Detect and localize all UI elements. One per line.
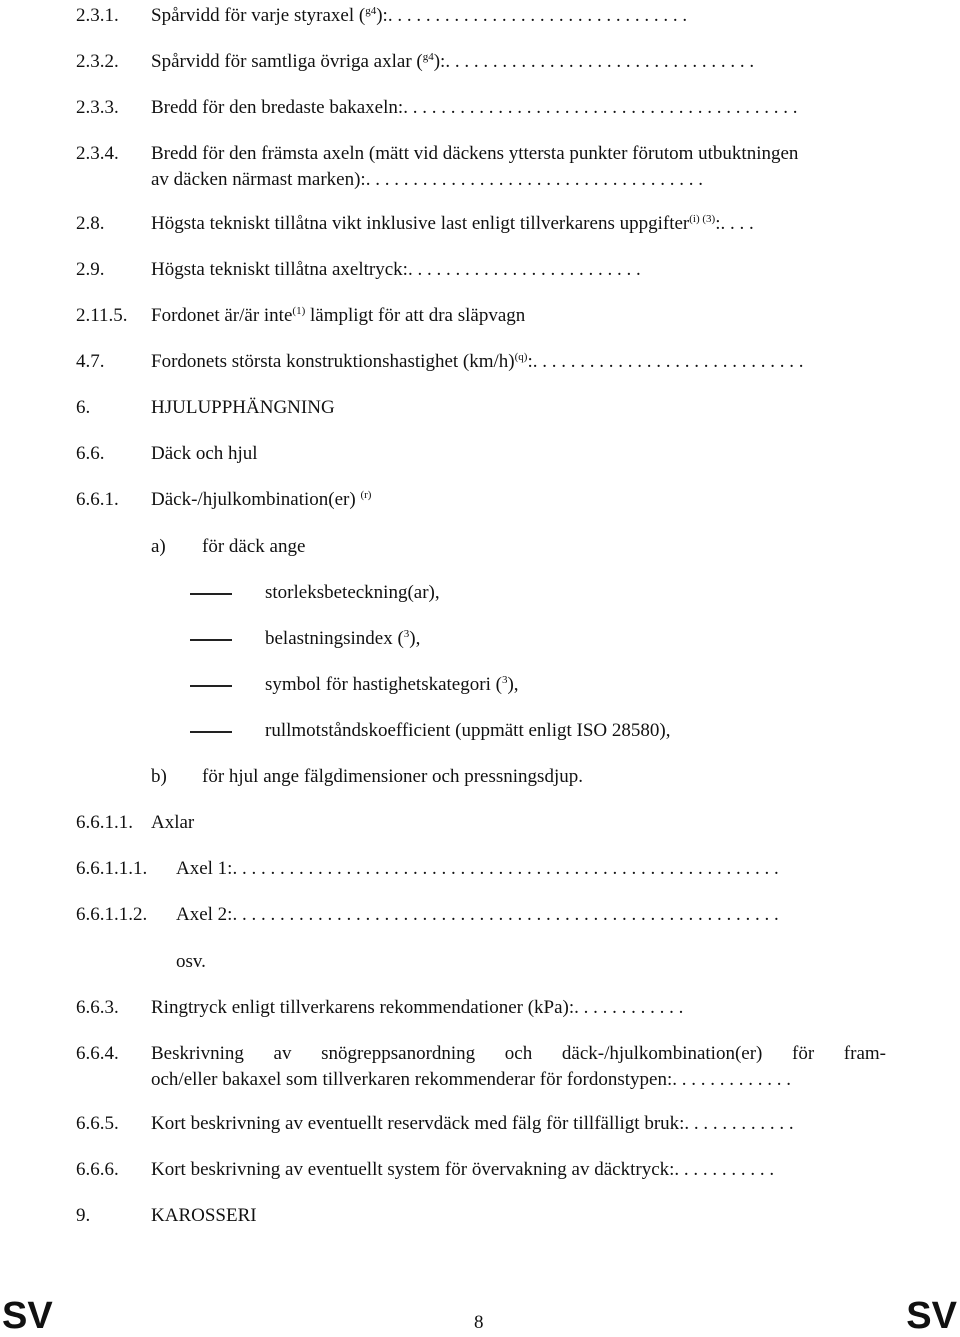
item-number: 6.	[76, 397, 91, 418]
item-text: Kort beskrivning av eventuellt reservdäck med fälg för tillfälligt bruk:. . . . . . . . . . . .	[151, 1113, 794, 1134]
dash-bullet	[190, 731, 232, 733]
item-number: 2.8.	[76, 213, 105, 234]
item-number: 2.3.1.	[76, 5, 119, 26]
item-text: Axel 1:. . . . . . . . . . . . . . . . . . . . . . . . . . . . . . . . . . . . . . . . . . . . . . . . . . . . . . . . . .	[176, 858, 779, 879]
item-text: Axel 2:. . . . . . . . . . . . . . . . . . . . . . . . . . . . . . . . . . . . . . . . . . . . . . . . . . . . . . . . . .	[176, 904, 779, 925]
leader-dots: . . . . . . . . . . .	[674, 1159, 775, 1180]
item-number: 2.9.	[76, 259, 105, 280]
item-number: 6.6.3.	[76, 997, 119, 1018]
dash-bullet	[190, 639, 232, 641]
leader-dots: . . . . . . . . . . . .	[574, 997, 684, 1018]
leader-dots: . . . . . . . . . . . . . . . . . . . . . . . . .	[407, 259, 641, 280]
sub-label: a)	[151, 536, 166, 557]
item-text: Däck-/hjulkombination(er) $^{(r)}$	[151, 489, 372, 510]
item-text: Högsta tekniskt tillåtna vikt inklusive last enligt tillverkarens uppgifter$^{(i) (3)}$:. . . .	[151, 213, 754, 234]
page-number: 8	[474, 1312, 484, 1333]
leader-dots: . . . . . . . . . . . . . . . . . . . . . . . . . . . . . . . . . . . . . . . . . . . . . . . . . . . . . . . . . .	[232, 858, 779, 879]
item-text: Spårvidd för varje styraxel ($^{g4}$):. . . . . . . . . . . . . . . . . . . . . . . . . . . . . . . .	[151, 5, 688, 26]
item-number: 6.6.6.	[76, 1159, 119, 1180]
item-number: 2.3.3.	[76, 97, 119, 118]
item-text-line1: Beskrivning av snögreppsanordning och däck-/hjulkombination(er) för fram-	[151, 1043, 886, 1064]
item-number: 6.6.1.	[76, 489, 119, 510]
sub-text: för däck ange	[202, 536, 306, 557]
leader-dots: . . . . . . . . . . . . . . . . . . . . . . . . . . . . . . . . . . . . . . . . . .	[403, 97, 798, 118]
dash-text: rullmotståndskoefficient (uppmätt enligt ISO 28580),	[265, 720, 671, 741]
sub-label: b)	[151, 766, 167, 787]
item-text: Kort beskrivning av eventuellt system för övervakning av däcktryck:. . . . . . . . . . .	[151, 1159, 775, 1180]
dash-bullet	[190, 593, 232, 595]
leader-dots: . . . . . . . . . . . . . . . . . . . . . . . . . . . . . . . . . . . .	[365, 169, 703, 190]
sub-text: för hjul ange fälgdimensioner och pressningsdjup.	[202, 766, 583, 787]
item-number: 2.3.4.	[76, 143, 119, 164]
item-text-line2: av däcken närmast marken):. . . . . . . . . . . . . . . . . . . . . . . . . . . . . . . . . . . .	[151, 169, 703, 190]
item-text: Axlar	[151, 812, 195, 833]
item-number: 2.3.2.	[76, 51, 119, 72]
item-text: Spårvidd för samtliga övriga axlar ($^{g4}$):. . . . . . . . . . . . . . . . . . . . . . . . . . . . . . . . .	[151, 51, 755, 72]
item-text: Högsta tekniskt tillåtna axeltryck:. . . . . . . . . . . . . . . . . . . . . . . . .	[151, 259, 641, 280]
osv-text: osv.	[176, 951, 206, 972]
dash-text: storleksbeteckning(ar),	[265, 582, 440, 603]
item-text-line2: och/eller bakaxel som tillverkaren rekommenderar för fordonstypen:. . . . . . . . . . . . .	[151, 1069, 791, 1090]
item-number: 6.6.	[76, 443, 105, 464]
footer-language-right: SV	[906, 1295, 957, 1337]
item-text-line1: Bredd för den främsta axeln (mätt vid däckens yttersta punkter förutom utbuktningen	[151, 143, 799, 164]
leader-dots: . . . . . . . . . . . . . . . . . . . . . . . . . . . . . . . .	[387, 5, 688, 26]
item-number: 2.11.5.	[76, 305, 128, 326]
section-heading: KAROSSERI	[151, 1205, 257, 1226]
item-number: 6.6.1.1.	[76, 812, 133, 833]
item-text: Ringtryck enligt tillverkarens rekommendationer (kPa):. . . . . . . . . . . .	[151, 997, 684, 1018]
item-number: 6.6.5.	[76, 1113, 119, 1134]
leader-dots: . . . . . . . . . . . . . . . . . . . . . . . . . . . . . . . . . . . . . . . . . . . . . . . . . . . . . . . . . .	[232, 904, 779, 925]
item-number: 6.6.1.1.1.	[76, 858, 148, 879]
leader-dots: . . . . . . . . . . . .	[684, 1113, 794, 1134]
leader-dots: . . . . . . . . . . . . .	[672, 1069, 791, 1090]
item-text: Fordonet är/är inte$^{(1)}$ lämpligt för att dra släpvagn	[151, 305, 526, 326]
item-number: 6.6.1.1.2.	[76, 904, 148, 925]
dash-text: belastningsindex ($^3$),	[265, 628, 421, 649]
footer-language-left: SV	[2, 1295, 53, 1337]
item-number: 6.6.4.	[76, 1043, 119, 1064]
item-number: 4.7.	[76, 351, 105, 372]
item-number: 9.	[76, 1205, 91, 1226]
dash-text: symbol för hastighetskategori ($^3$),	[265, 674, 519, 695]
item-text: Bredd för den bredaste bakaxeln:. . . . . . . . . . . . . . . . . . . . . . . . . . . . . . . . . . . . . . . . . .	[151, 97, 798, 118]
dash-bullet	[190, 685, 232, 687]
leader-dots: . . . . . . . . . . . . . . . . . . . . . . . . . . . . . . . . .	[445, 51, 755, 72]
leader-dots: . . . .	[720, 213, 754, 234]
item-text: Däck och hjul	[151, 443, 258, 464]
leader-dots: . . . . . . . . . . . . . . . . . . . . . . . . . . . . .	[532, 351, 804, 372]
section-heading: HJULUPPHÄNGNING	[151, 397, 335, 418]
item-text: Fordonets största konstruktionshastighet $(km/h)^{(q)}$:. . . . . . . . . . . . . . . . . . . . . . . . . . . . .	[151, 351, 804, 372]
